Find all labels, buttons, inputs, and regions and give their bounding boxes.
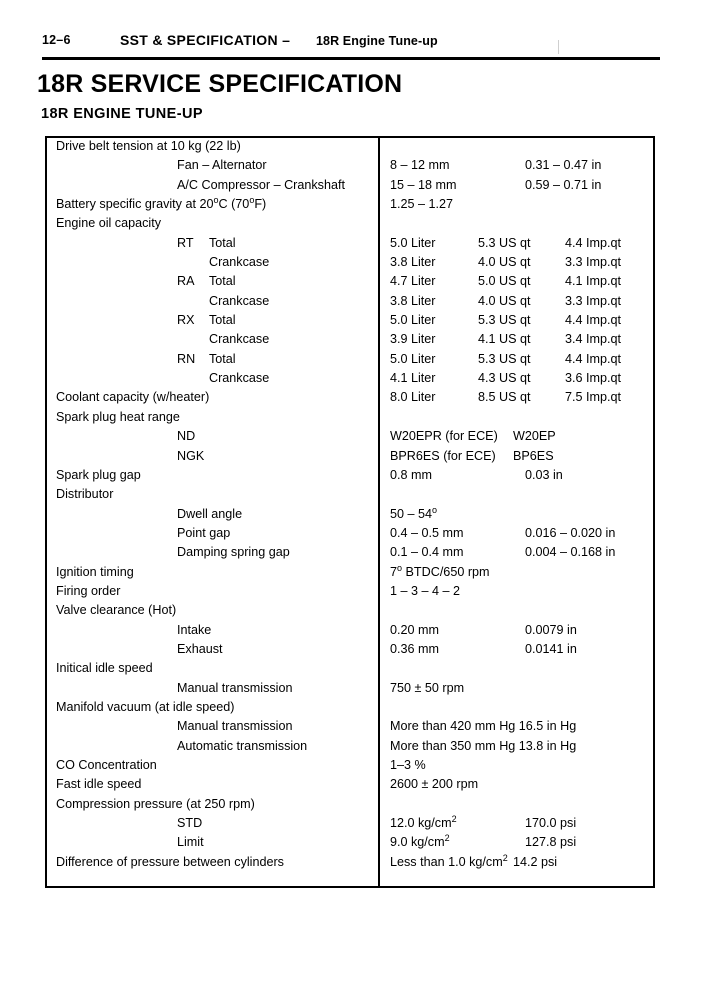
spec-row-label: RX <box>177 313 195 328</box>
spec-row <box>47 738 653 757</box>
spec-row <box>47 796 653 815</box>
spec-row-label: Damping spring gap <box>177 545 290 560</box>
spec-row <box>47 428 653 447</box>
spec-row-label: NGK <box>177 448 205 463</box>
spec-value-metric: 8.0 Liter <box>390 390 436 405</box>
spec-row-label: Firing order <box>56 583 121 598</box>
spec-value-imperial: 3.3 Imp.qt <box>565 293 622 308</box>
spec-value-metric: 8 – 12 mm <box>390 158 450 173</box>
spec-row-label: Ignition timing <box>56 564 134 579</box>
spec-value-alt: 14.2 psi <box>513 854 558 869</box>
spec-row <box>47 157 653 176</box>
spec-row <box>47 776 653 795</box>
spec-row <box>47 389 653 408</box>
spec-row-label: Drive belt tension at 10 kg (22 lb) <box>56 139 241 153</box>
spec-value-us: 5.3 US qt <box>478 313 531 328</box>
spec-value-metric: More than 350 mm Hg 13.8 in Hg <box>390 738 577 753</box>
running-header <box>42 33 660 53</box>
header-tick-mark <box>558 40 559 54</box>
spec-value-metric: 5.0 Liter <box>390 351 436 366</box>
spec-value-metric: 0.20 mm <box>390 622 439 637</box>
spec-row-label: Point gap <box>177 525 231 540</box>
page-title: 18R SERVICE SPECIFICATION <box>37 70 403 98</box>
spec-value-imperial: 127.8 psi <box>525 835 577 850</box>
spec-row-label: Coolant capacity (w/heater) <box>56 390 210 405</box>
spec-row <box>47 312 653 331</box>
spec-row-label: Compression pressure (at 250 rpm) <box>56 796 255 811</box>
spec-row-label: Exhaust <box>177 641 223 656</box>
spec-value-imperial: 0.0141 in <box>525 641 577 656</box>
spec-value-metric: 4.7 Liter <box>390 274 436 289</box>
spec-value-metric: W20EPR (for ECE) <box>390 429 498 444</box>
spec-value-us: 8.5 US qt <box>478 390 531 405</box>
spec-row-label: Spark plug heat range <box>56 409 180 424</box>
table-column-divider <box>378 138 380 886</box>
spec-value-us: 4.1 US qt <box>478 332 531 347</box>
spec-value-metric: Less than 1.0 $kg/cm^2$ <box>390 852 508 869</box>
spec-row <box>47 351 653 370</box>
spec-row-sublabel: Crankcase <box>209 293 270 308</box>
spec-row <box>47 215 653 234</box>
spec-value-imperial: 0.59 – 0.71 in <box>525 177 602 192</box>
spec-row <box>47 506 653 525</box>
spec-value-imperial: 170.0 psi <box>525 816 577 831</box>
spec-row-label: Valve clearance (Hot) <box>56 603 177 618</box>
spec-row <box>47 834 653 853</box>
spec-value-metric: 7$^o$ BTDC/650 rpm <box>390 562 490 579</box>
spec-value-us: 4.0 US qt <box>478 293 531 308</box>
spec-row-label: Limit <box>177 835 204 850</box>
spec-value-imperial: 0.0079 in <box>525 622 577 637</box>
spec-row-label: STD <box>177 816 203 831</box>
spec-row-label: Intake <box>177 622 212 637</box>
spec-value-metric: 9.0 $kg/cm^2$ <box>390 833 450 850</box>
spec-row-sublabel: Total <box>209 235 236 250</box>
spec-row <box>47 641 653 660</box>
spec-value-imperial: 3.6 Imp.qt <box>565 371 622 386</box>
spec-value-metric: 12.0 $kg/cm^2$ <box>390 813 457 831</box>
spec-row-sublabel: Total <box>209 274 236 289</box>
spec-row <box>47 235 653 254</box>
spec-value-metric: 1.25 – 1.27 <box>390 197 454 212</box>
spec-row-label: RA <box>177 274 195 289</box>
spec-row-label: RN <box>177 351 196 366</box>
spec-value-metric: 1–3 % <box>390 758 426 772</box>
spec-row <box>47 331 653 350</box>
spec-value-metric: More than 420 mm Hg 16.5 in Hg <box>390 719 577 734</box>
spec-value-imperial: 0.31 – 0.47 in <box>525 158 602 173</box>
spec-value-metric: 0.4 – 0.5 mm <box>390 525 464 540</box>
spec-row-label: Manual transmission <box>177 719 293 734</box>
spec-value-imperial: 3.4 Imp.qt <box>565 332 622 347</box>
spec-row <box>47 564 653 583</box>
spec-value-imperial: 4.4 Imp.qt <box>565 351 622 366</box>
spec-row <box>47 409 653 428</box>
spec-row-label: Fan – Alternator <box>177 158 267 173</box>
spec-row-label: CO Concentration <box>56 758 157 772</box>
spec-row <box>47 757 653 776</box>
spec-value-imperial: 7.5 Imp.qt <box>565 390 622 405</box>
spec-row <box>47 467 653 486</box>
spec-value-us: 5.3 US qt <box>478 351 531 366</box>
spec-row <box>47 448 653 467</box>
spec-value-imperial: 4.1 Imp.qt <box>565 274 622 289</box>
spec-row-sublabel: Crankcase <box>209 255 270 270</box>
spec-value-metric: 3.8 Liter <box>390 293 436 308</box>
spec-value-alt: BP6ES <box>513 448 554 463</box>
spec-value-metric: BPR6ES (for ECE) <box>390 448 496 463</box>
spec-value-metric: 0.36 mm <box>390 641 439 656</box>
header-title-sub: 18R Engine Tune-up <box>316 34 438 48</box>
spec-row-label: ND <box>177 429 196 444</box>
spec-row <box>47 254 653 273</box>
spec-value-imperial: 0.004 – 0.168 in <box>525 545 616 560</box>
spec-value-metric: 2600 ± 200 rpm <box>390 777 479 792</box>
spec-value-metric: 5.0 Liter <box>390 313 436 328</box>
spec-row <box>47 583 653 602</box>
spec-value-metric: 5.0 Liter <box>390 235 436 250</box>
spec-row-label: Manual transmission <box>177 680 293 695</box>
spec-row <box>47 525 653 544</box>
spec-value-imperial: 4.4 Imp.qt <box>565 235 622 250</box>
page-folio: 12–6 <box>42 33 71 47</box>
spec-row-label: Manifold vacuum (at idle speed) <box>56 699 235 714</box>
spec-row <box>47 718 653 737</box>
section-title: 18R ENGINE TUNE-UP <box>41 106 203 122</box>
spec-value-metric: 50 – 54$^o$ <box>390 504 438 521</box>
spec-row-label: Spark plug gap <box>56 467 141 482</box>
spec-row <box>47 854 653 873</box>
spec-row-label: Battery specific gravity at 20$^o$C (70$^o$F) <box>56 194 267 212</box>
spec-value-us: 4.3 US qt <box>478 371 531 386</box>
spec-row <box>47 370 653 389</box>
spec-value-metric: 0.8 mm <box>390 467 432 482</box>
specification-rows <box>47 138 653 886</box>
spec-row <box>47 138 653 157</box>
spec-row <box>47 660 653 679</box>
spec-value-imperial: 0.016 – 0.020 in <box>525 525 616 540</box>
spec-row-label: Distributor <box>56 487 114 502</box>
spec-row-sublabel: Crankcase <box>209 371 270 386</box>
spec-value-metric: 15 – 18 mm <box>390 177 457 192</box>
spec-row <box>47 293 653 312</box>
spec-row-label: Automatic transmission <box>177 738 308 753</box>
spec-row <box>47 699 653 718</box>
spec-row-label: Fast idle speed <box>56 777 142 792</box>
spec-row <box>47 486 653 505</box>
header-rule <box>42 57 660 60</box>
spec-value-imperial: 4.4 Imp.qt <box>565 313 622 328</box>
spec-row <box>47 196 653 215</box>
spec-value-metric: 0.1 – 0.4 mm <box>390 545 464 560</box>
spec-value-metric: 3.9 Liter <box>390 332 436 347</box>
spec-row-label: Engine oil capacity <box>56 216 162 231</box>
spec-value-us: 5.0 US qt <box>478 274 531 289</box>
spec-row-sublabel: Total <box>209 313 236 328</box>
spec-row <box>47 622 653 641</box>
spec-value-imperial: 0.03 in <box>525 467 563 482</box>
spec-row <box>47 177 653 196</box>
spec-value-us: 5.3 US qt <box>478 235 531 250</box>
spec-row-sublabel: Total <box>209 351 236 366</box>
spec-row <box>47 602 653 621</box>
spec-row <box>47 680 653 699</box>
spec-row-label: RT <box>177 235 194 250</box>
specification-table <box>45 136 655 888</box>
spec-row <box>47 815 653 834</box>
spec-value-metric: 4.1 Liter <box>390 371 436 386</box>
spec-value-metric: 750 ± 50 rpm <box>390 680 465 695</box>
spec-value-alt: W20EP <box>513 429 556 444</box>
spec-value-imperial: 3.3 Imp.qt <box>565 255 622 270</box>
spec-row-sublabel: Crankcase <box>209 332 270 347</box>
spec-row <box>47 273 653 292</box>
spec-value-metric: 1 – 3 – 4 – 2 <box>390 583 461 598</box>
spec-row-label: Initical idle speed <box>56 661 153 676</box>
spec-row-label: Difference of pressure between cylinders <box>56 854 284 869</box>
header-title-main: SST & SPECIFICATION – <box>120 32 291 48</box>
spec-row-label: A/C Compressor – Crankshaft <box>177 177 345 192</box>
spec-value-metric: 3.8 Liter <box>390 255 436 270</box>
spec-value-us: 4.0 US qt <box>478 255 531 270</box>
spec-row <box>47 544 653 563</box>
spec-row-label: Dwell angle <box>177 506 243 521</box>
